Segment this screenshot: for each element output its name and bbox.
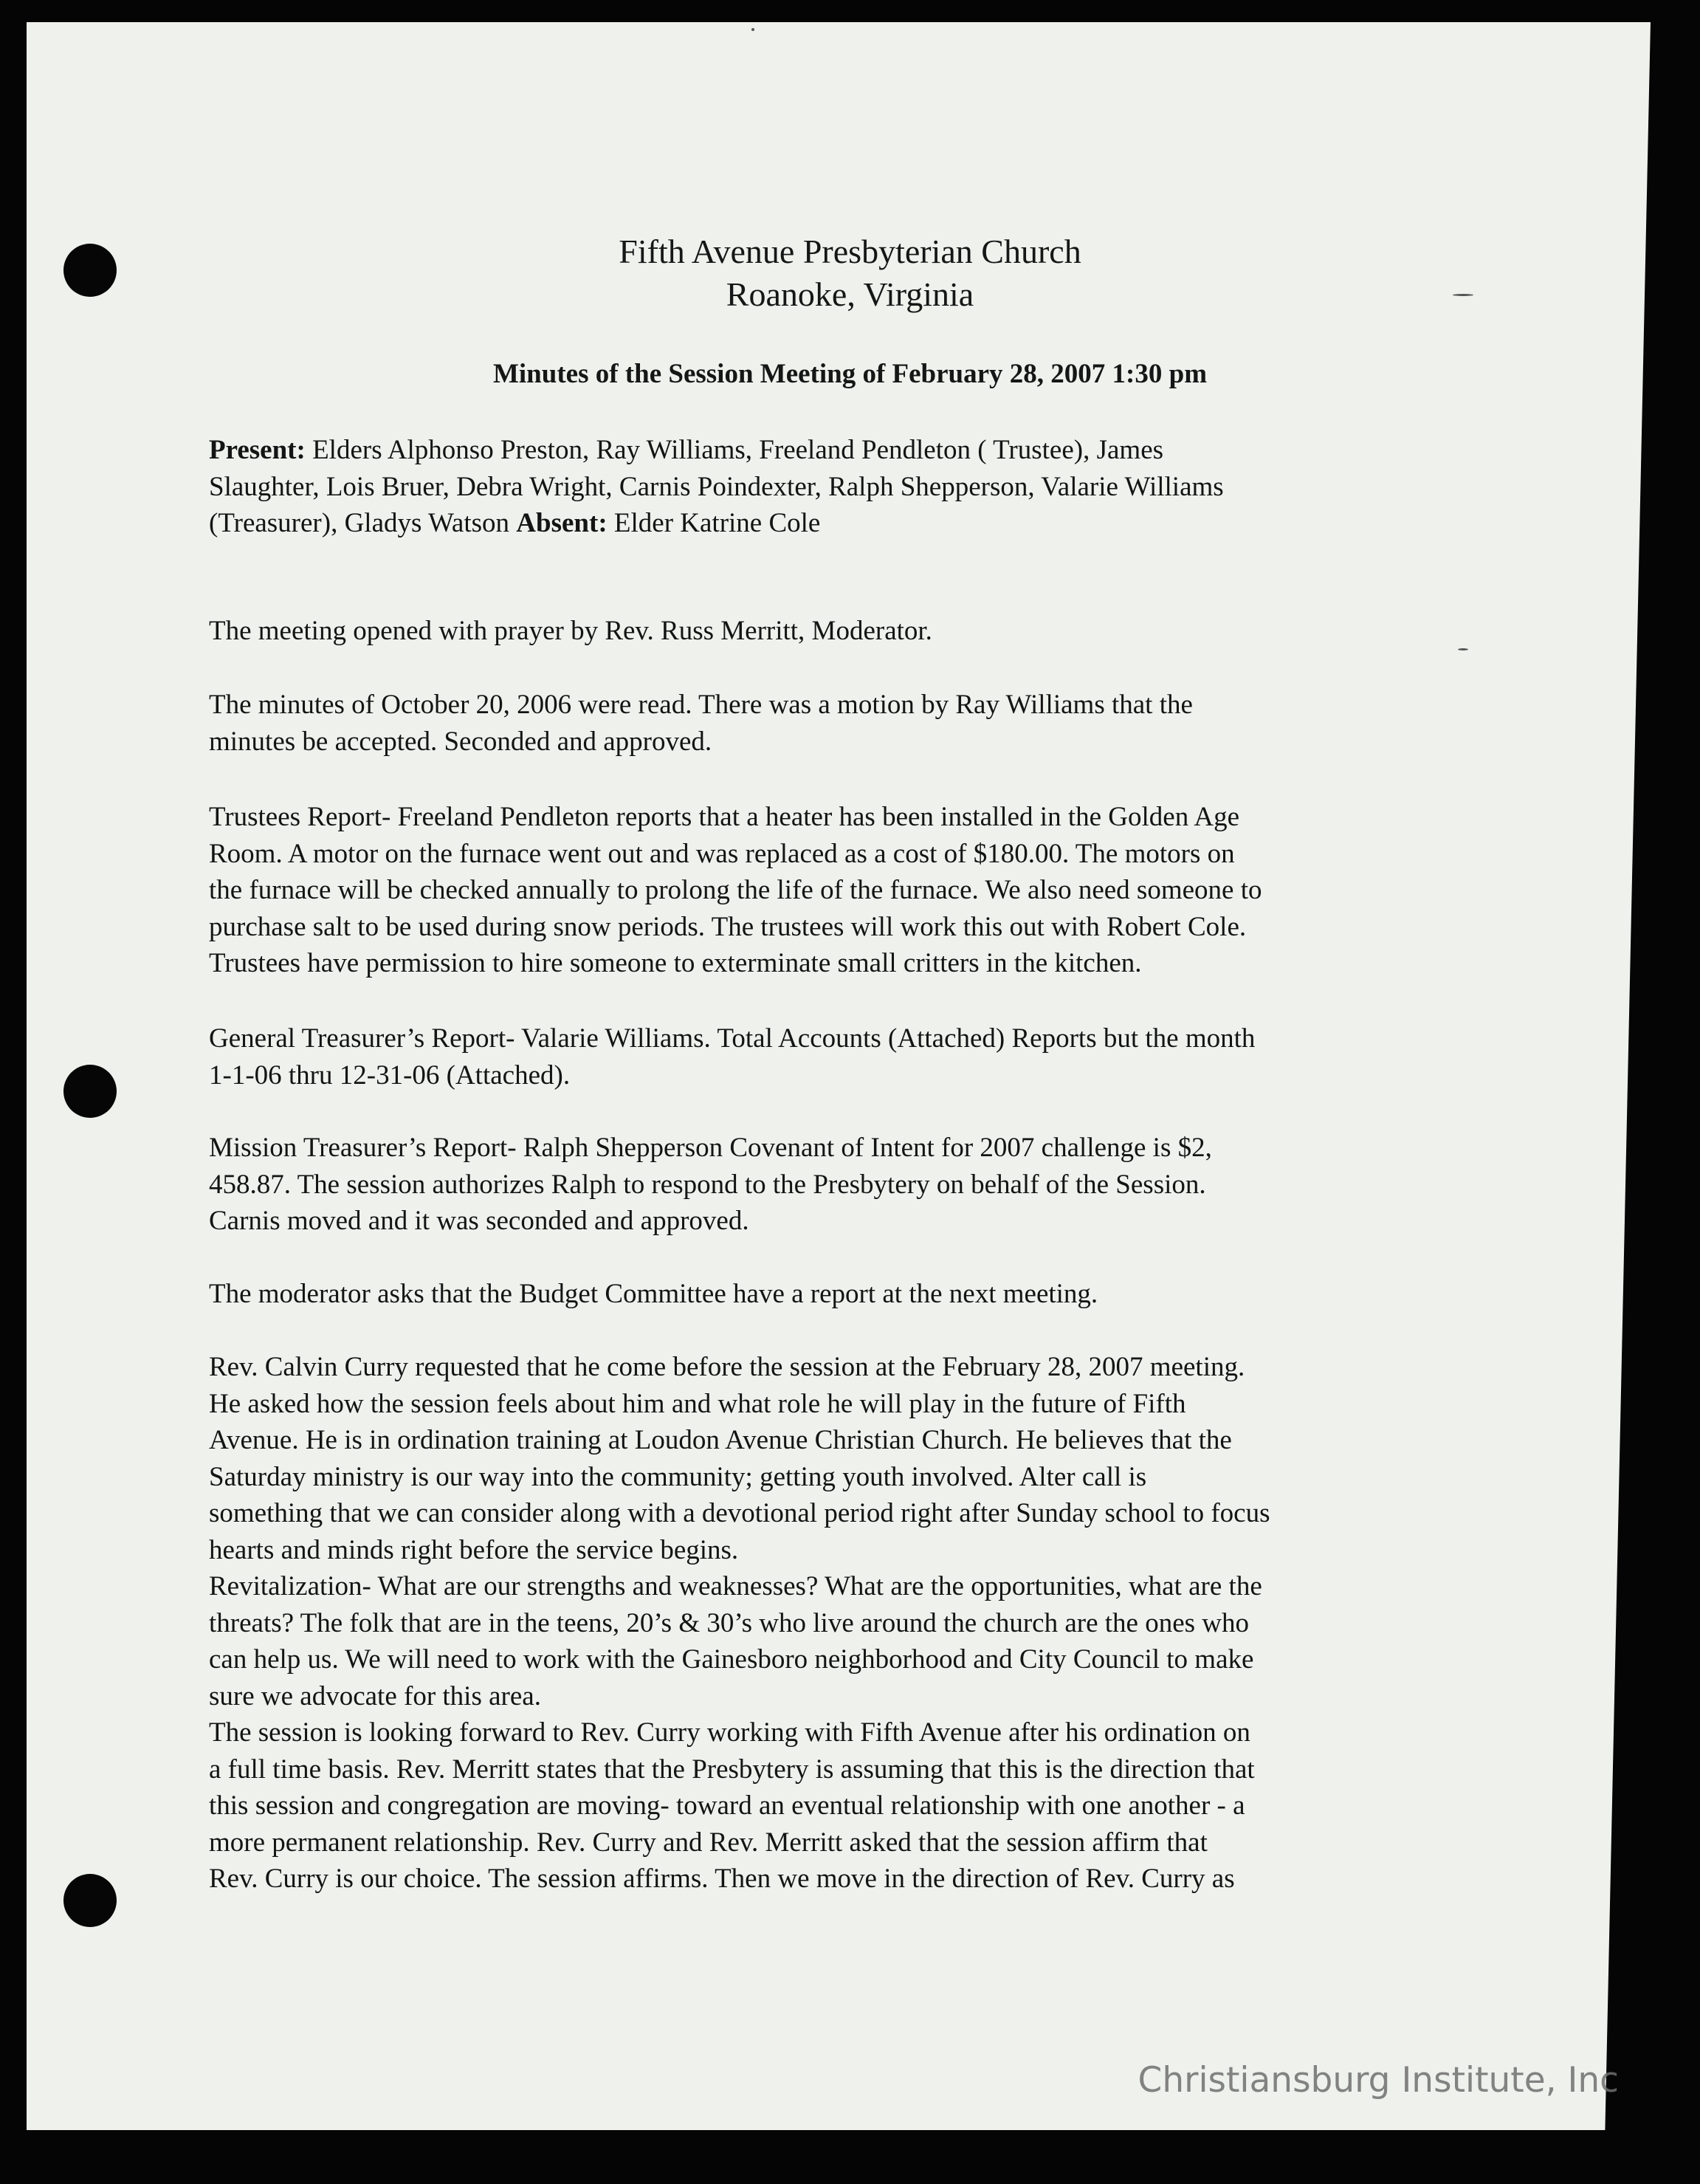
- text-line: Mission Treasurer’s Report- Ralph Shepperson Covenant of Intent for 2007 challenge is $2,: [209, 1133, 1212, 1163]
- paragraph-rev-curry: [209, 1349, 1479, 1898]
- text-line: Revitalization- What are our strengths and weaknesses? What are the opportunities, what are the: [209, 1571, 1262, 1601]
- present-names-line: Slaughter, Lois Bruer, Debra Wright, Carnis Poindexter, Ralph Shepperson, Valarie Williams: [209, 471, 1224, 502]
- text-line: hearts and minds right before the service begins.: [209, 1534, 739, 1565]
- text-line: Rev. Curry is our choice. The session affirms. Then we move in the direction of Rev. Curry as: [209, 1864, 1235, 1894]
- text-line: He asked how the session feels about him and what role he will play in the future of Fifth: [209, 1388, 1186, 1419]
- text-line: The session is looking forward to Rev. Curry working with Fifth Avenue after his ordination on: [209, 1717, 1250, 1748]
- present-names-line: Elders Alphonso Preston, Ray Williams, Freeland Pendleton ( Trustee), James: [312, 435, 1164, 465]
- text-line: Room. A motor on the furnace went out and was replaced as a cost of $180.00. The motors on: [209, 838, 1235, 869]
- text-line: Avenue. He is in ordination training at Loudon Avenue Christian Church. He believes that the: [209, 1425, 1232, 1455]
- text-line: purchase salt to be used during snow periods. The trustees will work this out with Robert Cole.: [209, 911, 1247, 942]
- absent-label: Absent:: [516, 508, 608, 538]
- present-label: Present:: [209, 435, 306, 465]
- text-line: The meeting opened with prayer by Rev. Russ Merritt, Moderator.: [209, 616, 932, 646]
- text-line: something that we can consider along with a devotional period right after Sunday school to focus: [209, 1498, 1270, 1528]
- text-line: sure we advocate for this area.: [209, 1680, 541, 1711]
- text-line: The minutes of October 20, 2006 were read. There was a motion by Ray Williams that the: [209, 690, 1193, 720]
- text-line: Trustees have permission to hire someone to exterminate small critters in the kitchen.: [209, 948, 1142, 978]
- text-line: 458.87. The session authorizes Ralph to respond to the Presbytery on behalf of the Session.: [209, 1169, 1206, 1200]
- text-line: minutes be accepted. Seconded and approved.: [209, 726, 712, 757]
- meeting-title: Minutes of the Session Meeting of February 28, 2007 1:30 pm: [492, 359, 1208, 389]
- paragraph-budget: [209, 1276, 1479, 1313]
- present-names-line: (Treasurer), Gladys Watson: [209, 508, 510, 538]
- paper-speck: [751, 28, 754, 31]
- text-line: threats? The folk that are in the teens, 20’s & 30’s who live around the church are the ones who: [209, 1607, 1250, 1638]
- paragraph-opening: [209, 613, 1479, 650]
- text-line: Rev. Calvin Curry requested that he come before the session at the February 28, 2007 meeting.: [209, 1352, 1245, 1382]
- text-line: General Treasurer’s Report- Valarie Williams. Total Accounts (Attached) Reports but the month: [209, 1023, 1256, 1054]
- text-line: this session and congregation are moving- toward an eventual relationship with one another - a: [209, 1790, 1245, 1821]
- watermark: Christiansburg Institute, Inc: [1138, 2060, 1619, 2101]
- paragraph-minutes: [209, 687, 1479, 760]
- text-line: Trustees Report- Freeland Pendleton reports that a heater has been installed in the Golden Age: [209, 802, 1240, 832]
- church-location: Roanoke, Virginia: [726, 275, 974, 313]
- text-line: more permanent relationship. Rev. Curry and Rev. Merritt asked that the session affirm that: [209, 1827, 1208, 1858]
- church-header: [0, 230, 1700, 316]
- text-line: The moderator asks that the Budget Committee have a report at the next meeting.: [209, 1279, 1098, 1309]
- paragraph-mission-treasurer: [209, 1130, 1479, 1240]
- text-line: 1-1-06 thru 12-31-06 (Attached).: [209, 1060, 571, 1091]
- punch-hole-bottom: [63, 1874, 117, 1927]
- text-line: Saturday ministry is our way into the community; getting youth involved. Alter call is: [209, 1461, 1147, 1492]
- text-line: the furnace will be checked annually to prolong the life of the furnace. We also need someone to: [209, 875, 1262, 905]
- church-name: Fifth Avenue Presbyterian Church: [619, 233, 1081, 270]
- paragraph-general-treasurer: [209, 1020, 1479, 1093]
- punch-hole-middle: [63, 1065, 117, 1118]
- paragraph-trustees-report: [209, 799, 1479, 982]
- attendance-section: [209, 432, 1479, 542]
- text-line: Carnis moved and it was seconded and approved.: [209, 1206, 749, 1236]
- text-line: a full time basis. Rev. Merritt states that the Presbytery is assuming that this is the direction that: [209, 1754, 1255, 1785]
- absent-names: Elder Katrine Cole: [613, 508, 821, 538]
- text-line: can help us. We will need to work with the Gainesboro neighborhood and City Council to make: [209, 1644, 1254, 1675]
